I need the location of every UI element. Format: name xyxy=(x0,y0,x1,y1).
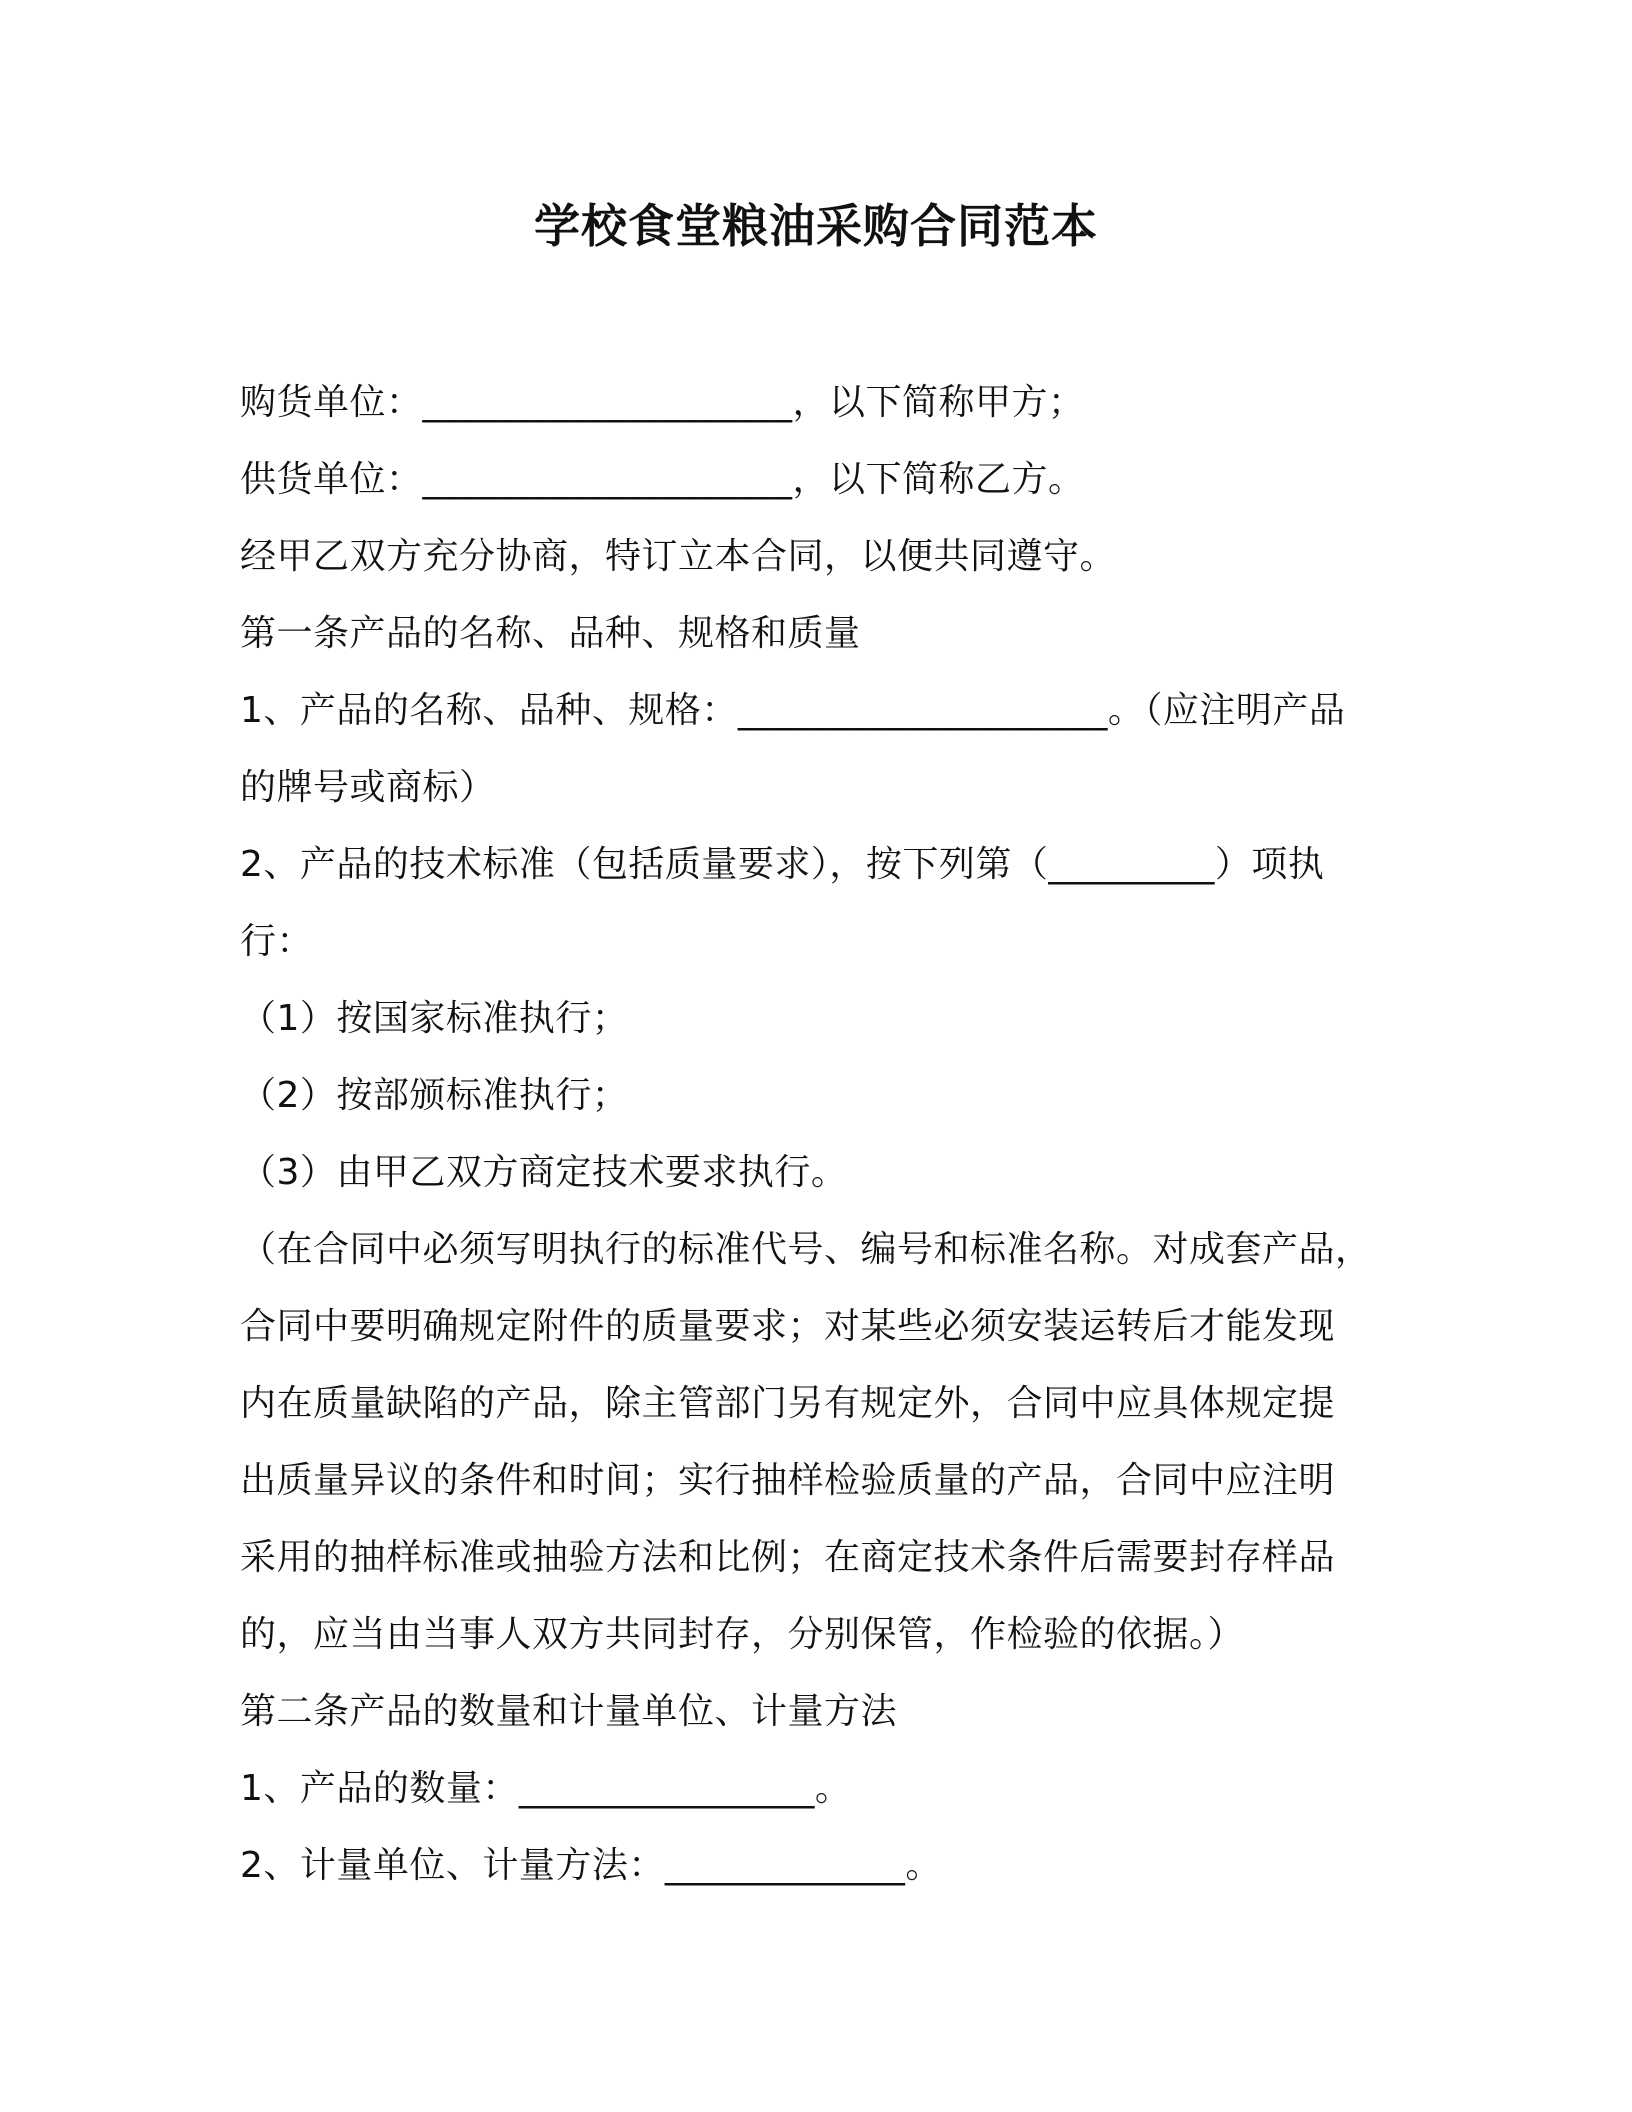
article-2-item-1: 1、产品的数量：________________。 xyxy=(240,1768,852,1809)
note-line-4: 出质量异议的条件和时间；实行抽样检验质量的产品，合同中应注明 xyxy=(240,1460,1336,1501)
standard-option-1: （1）按国家标准执行； xyxy=(240,998,629,1039)
note-line-6: 的，应当由当事人双方共同封存，分别保管，作检验的依据。） xyxy=(240,1614,1245,1655)
article-2-heading: 第二条产品的数量和计量单位、计量方法 xyxy=(240,1691,898,1732)
agreement-line: 经甲乙双方充分协商，特订立本合同，以便共同遵守。 xyxy=(240,536,1117,577)
document-body xyxy=(240,364,1400,1904)
article-1-item-1: 1、产品的名称、品种、规格：____________________。（应注明产品 xyxy=(240,690,1346,731)
article-1-item-1-cont: 的牌号或商标） xyxy=(240,767,496,808)
note-line-2: 合同中要明确规定附件的质量要求；对某些必须安装运转后才能发现 xyxy=(240,1306,1336,1347)
article-1-heading: 第一条产品的名称、品种、规格和质量 xyxy=(240,613,861,654)
article-1-item-2-cont: 行： xyxy=(240,921,314,962)
buyer-line: 购货单位：____________________，以下简称甲方； xyxy=(240,382,1085,423)
note-line-3: 内在质量缺陷的产品，除主管部门另有规定外，合同中应具体规定提 xyxy=(240,1383,1336,1424)
note-line-1: （在合同中必须写明执行的标准代号、编号和标准名称。对成套产品， xyxy=(240,1229,1372,1270)
standard-option-2: （2）按部颁标准执行； xyxy=(240,1075,629,1116)
article-1-item-2: 2、产品的技术标准（包括质量要求），按下列第（_________）项执 xyxy=(240,844,1325,885)
document-title: 学校食堂粮油采购合同范本 xyxy=(534,199,1098,253)
standard-option-3: （3）由甲乙双方商定技术要求执行。 xyxy=(240,1152,848,1193)
article-2-item-2: 2、计量单位、计量方法：_____________。 xyxy=(240,1845,942,1886)
supplier-line: 供货单位：____________________，以下简称乙方。 xyxy=(240,459,1085,500)
note-line-5: 采用的抽样标准或抽验方法和比例；在商定技术条件后需要封存样品 xyxy=(240,1537,1336,1578)
